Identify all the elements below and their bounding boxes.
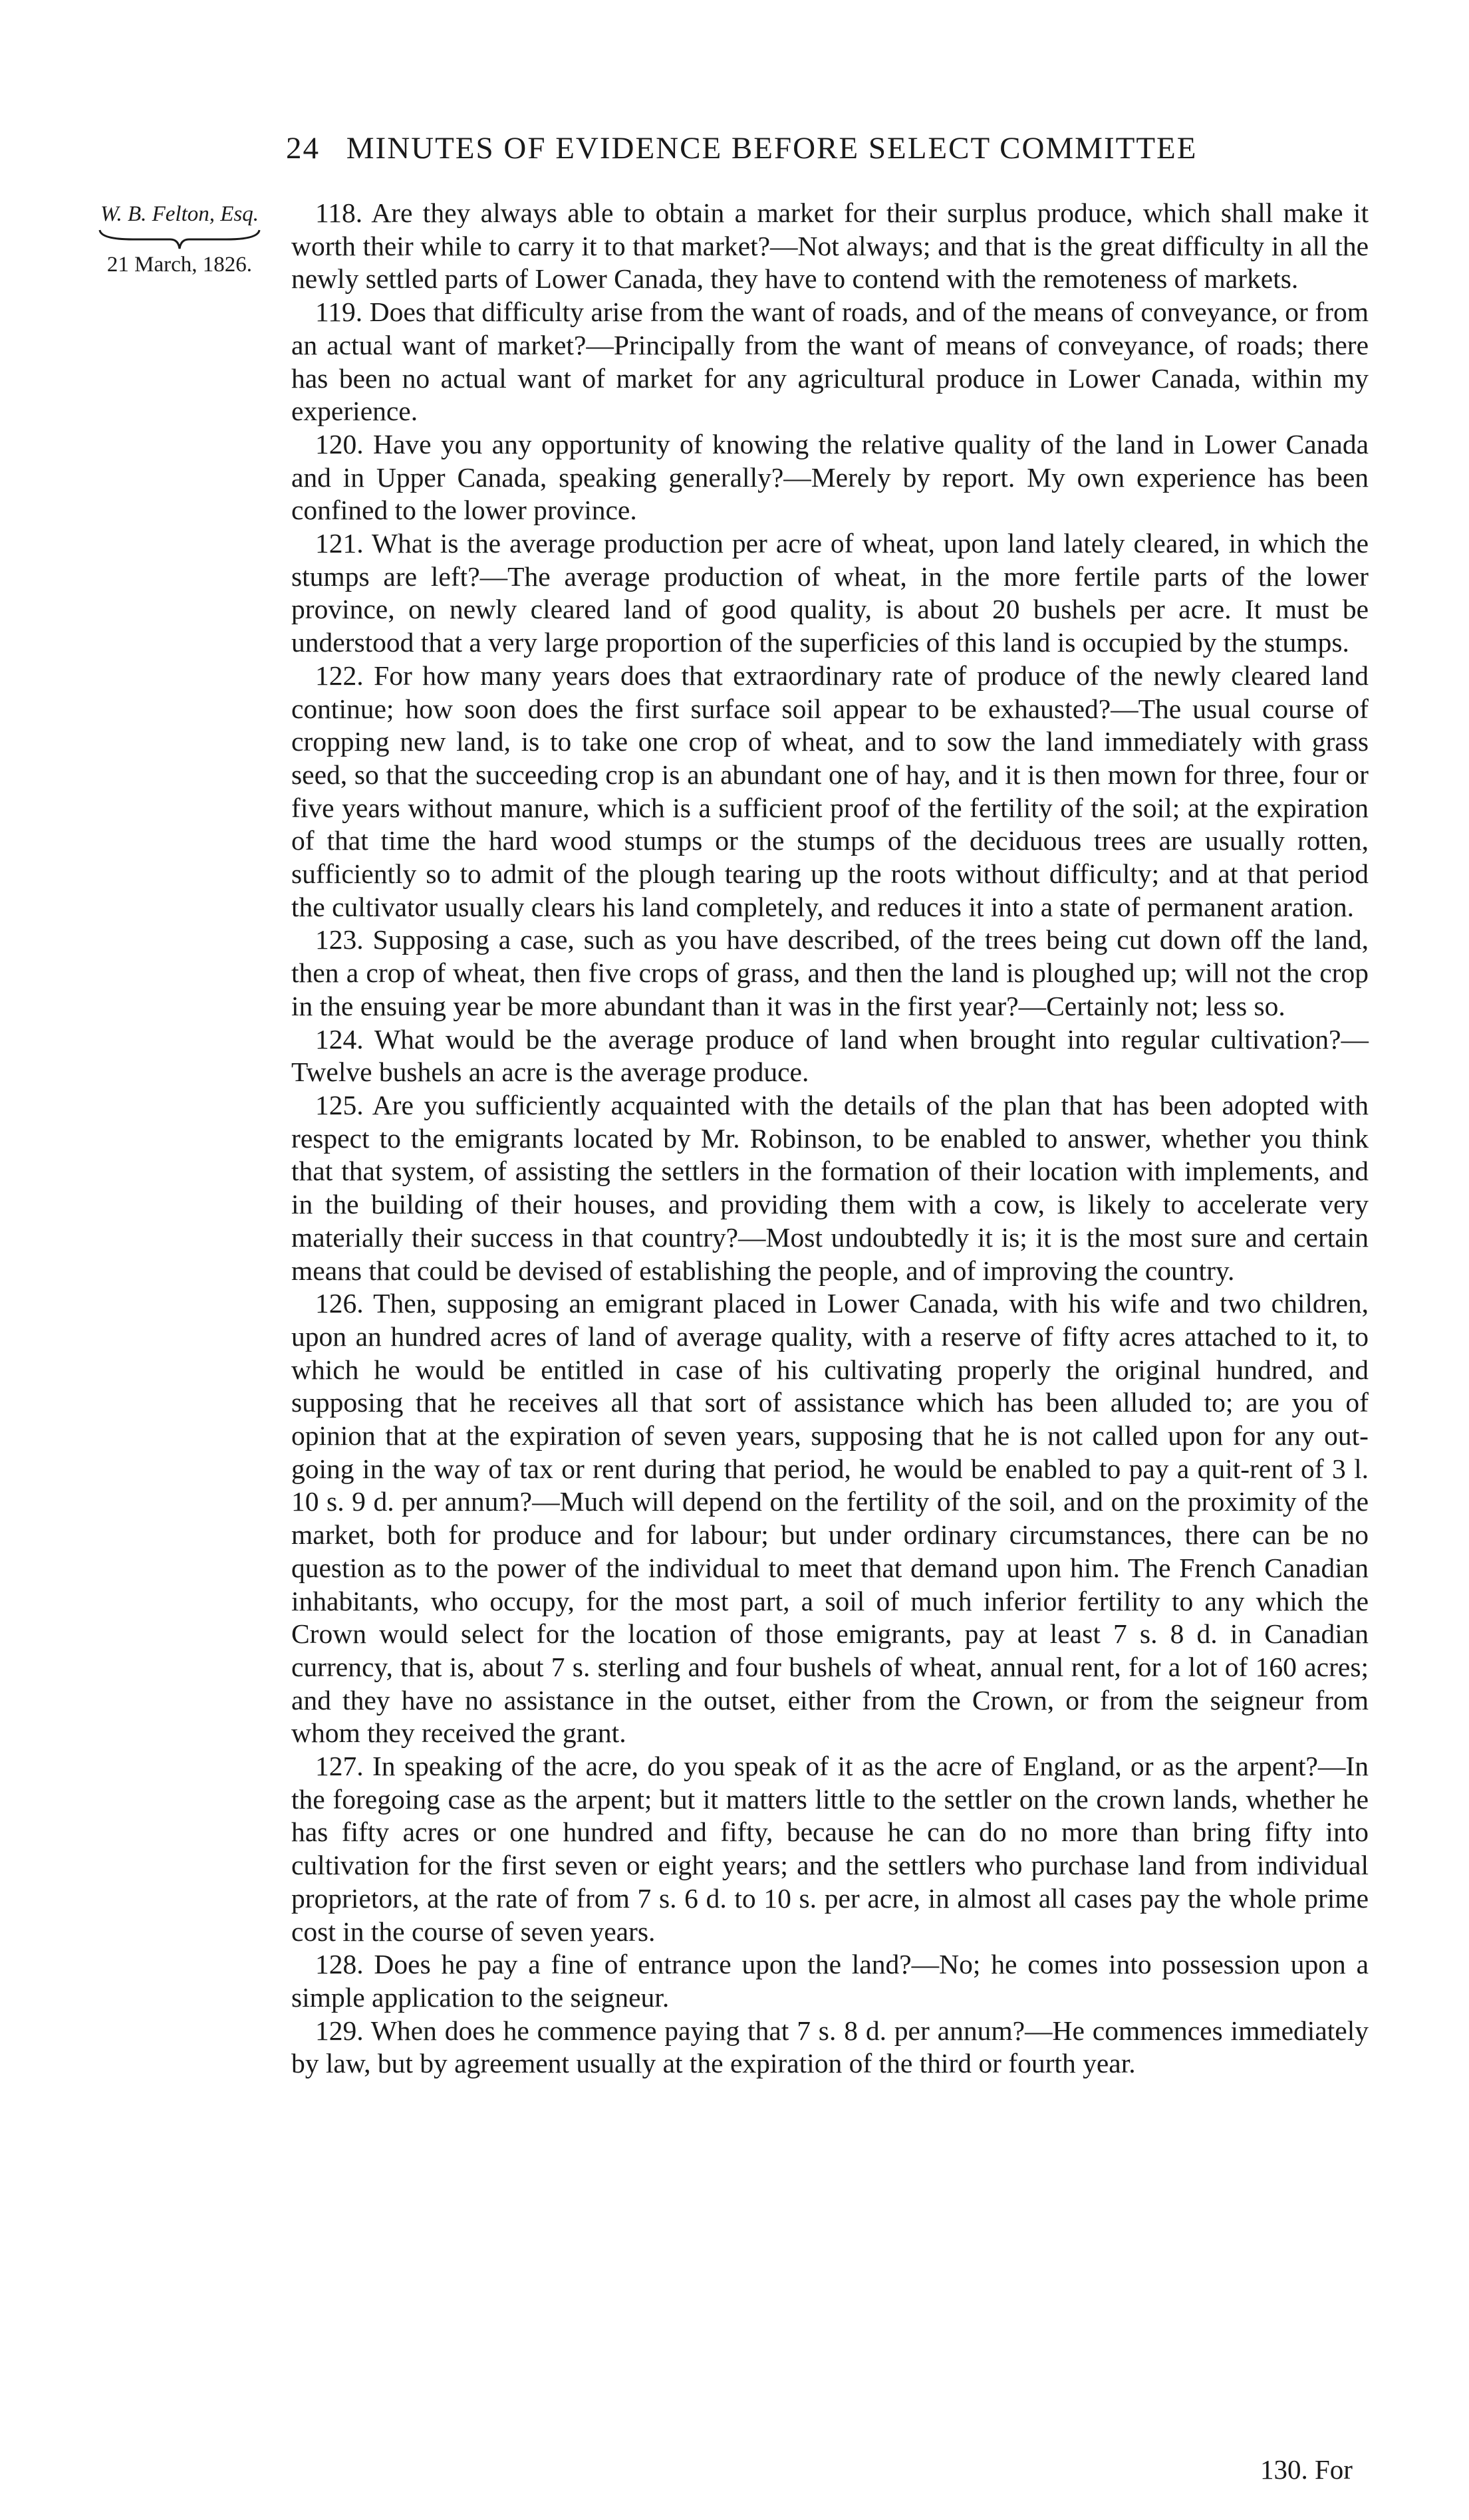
paragraph-119: 119. Does that difficulty arise from the want of roads, and of the means of conveyance, or from an actual want of market?—Principally from the want of means of conveyance, of roads; there has been no actual want of market for any agricultural produce in Lower Canada, within my experience. xyxy=(291,297,1369,427)
margin-note xyxy=(86,201,273,278)
brace-mark xyxy=(86,227,273,251)
paragraph-122: 122. For how many years does that extraordinary rate of produce of the newly cleared land continue; how soon does the first surface soil appear to be exhausted?—The usual course of cropping new land, is to take one crop of wheat, and to sow the land immediately with grass seed, so that the succeeding crop is an abundant one of hay, and it is then mown for three, four or five years without manure, which is a sufficient proof of the fertility of the soil; at the expiration of that time the hard wood stumps or the stumps of the deciduous trees are usually rotten, sufficiently so to admit of the plough tearing up the roots without difficulty; and at that period the cultivator usually clears his land completely, and reduces it into a state of permanent aration. xyxy=(291,660,1369,922)
paragraph-123: 123. Supposing a case, such as you have described, of the trees being cut down off the land, then a crop of wheat, then five crops of grass, and then the land is ploughed up; will not the crop in the ensuing year be more abundant than it was in the first year?—Certainly not; less so. xyxy=(291,924,1369,1021)
body-text xyxy=(291,197,1369,2080)
paragraph-124: 124. What would be the average produce of land when brought into regular cultivation?—Twelve bushels an acre is the average produce. xyxy=(291,1023,1369,1088)
paragraph-118: 118. Are they always able to obtain a market for their surplus produce, which shall make it worth their while to carry it to that market?—Not always; and that is the great difficulty in all the newly settled parts of Lower Canada, they have to contend with the remoteness of markets. xyxy=(291,197,1369,295)
witness-name: W. B. Felton, Esq. xyxy=(100,202,259,226)
evidence-date: 21 March, 1826. xyxy=(106,253,253,277)
paragraph-120: 120. Have you any opportunity of knowing the relative quality of the land in Lower Canada and in Upper Canada, speaking generally?—Merely by report. My own experience has been confined to the lower province. xyxy=(291,428,1369,526)
paragraph-125: 125. Are you sufficiently acquainted with the details of the plan that has been adopted with respect to the emigrants located by Mr. Robinson, to be enabled to answer, whether you think that that system, of assisting the settlers in the formation of their location with implements, and in the building of their houses, and providing them with a cow, is likely to accelerate very materially their success in that country?—Most undoubtedly it is; it is the most sure and certain means that could be devised of establishing the people, and of improving the country. xyxy=(291,1089,1369,1286)
running-head xyxy=(286,130,1350,166)
paragraph-127: 127. In speaking of the acre, do you speak of it as the acre of England, or as the arpent?—In the foregoing case as the arpent; but it matters little to the settler on the crown lands, whether he has fifty acres or one hundred and fifty, because he can do no more than bring fifty into cultivation for the first seven or eight years; and the settlers who purchase land from individual proprietors, at the rate of from 7 s. 6 d. to 10 s. per acre, in almost all cases pay the whole prime cost in the course of seven years. xyxy=(291,1751,1369,1947)
catchword: 130. For xyxy=(1260,2454,1353,2485)
paragraph-126: 126. Then, supposing an emigrant placed in Lower Canada, with his wife and two children, upon an hundred acres of land of average quality, with a reserve of fifty acres attached to it, to which he would be entitled in case of his cultivating properly the original hundred, and supposing that he receives all that sort of assistance which has been alluded to; are you of opinion that at the expiration of seven years, supposing that he is not called upon for any out-going in the way of tax or rent during that period, he would be enabled to pay a quit-rent of 3 l. 10 s. 9 d. per annum?—Much will depend on the fertility of the soil, and on the proximity of the market, both for produce and for labour; but under ordinary circumstances, there can be no question as to the power of the individual to meet that demand upon him. The French Canadian inhabitants, who occupy, for the most part, a soil of much inferior fertility to any which the Crown would select for the location of those emigrants, pay at least 7 s. 8 d. in Canadian currency, that is, about 7 s. sterling and four bushels of wheat, annual rent, for a lot of 160 acres; and they have no assistance in the outset, either from the Crown, or from the seigneur from whom they received the grant. xyxy=(291,1288,1369,1749)
paragraph-121: 121. What is the average production per acre of wheat, upon land lately cleared, in which the stumps are left?—The average production of wheat, in the more fertile parts of the lower province, on newly cleared land of good quality, is about 20 bushels per acre. It must be understood that a very large proportion of the superficies of this land is occupied by the stumps. xyxy=(291,528,1369,658)
paragraph-129: 129. When does he commence paying that 7 s. 8 d. per annum?—He commences immediately by law, but by agreement usually at the expiration of the third or fourth year. xyxy=(291,2015,1369,2079)
page-title: MINUTES OF EVIDENCE BEFORE SELECT COMMITTEE xyxy=(346,131,1198,166)
page-number: 24 xyxy=(286,131,320,166)
paragraph-128: 128. Does he pay a fine of entrance upon the land?—No; he comes into possession upon a simple application to the seigneur. xyxy=(291,1949,1369,2013)
